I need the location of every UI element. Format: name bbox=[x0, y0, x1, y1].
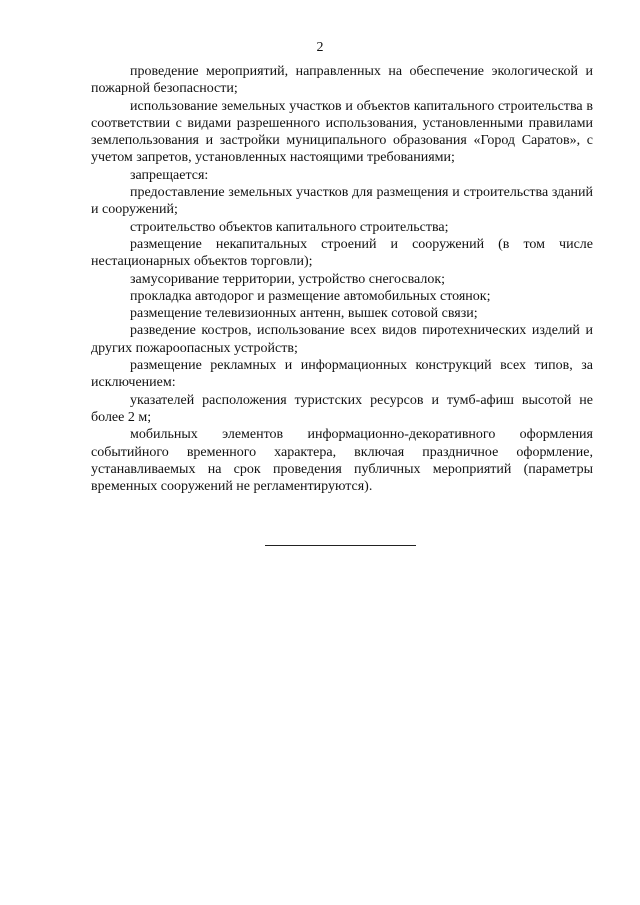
paragraph-noncapital-structures: размещение некапитальных строений и сооружений (в том числе нестационарных объектов торговли); bbox=[91, 236, 593, 270]
paragraph-capital-construction: строительство объектов капитального строительства; bbox=[130, 219, 449, 235]
paragraph-roads-parking: прокладка автодорог и размещение автомобильных стоянок; bbox=[130, 288, 491, 304]
paragraph-ecology-fire-safety: проведение мероприятий, направленных на обеспечение экологической и пожарной безопасности; bbox=[91, 64, 593, 97]
paragraph-littering: замусоривание территории, устройство снегосвалок; bbox=[130, 271, 446, 287]
end-of-document-rule bbox=[265, 545, 416, 546]
paragraph-land-use: использование земельных участков и объектов капитального строительства в соответствии с видами разрешенного использования, установленными правилами землепользования и застройки муниципального образования «Город Саратов», с учетом запретов, установленных настоящими требованиями; bbox=[91, 98, 593, 166]
paragraph-advertising: размещение рекламных и информационных конструкций всех типов, за исключением: bbox=[91, 358, 593, 391]
paragraph-antennas-towers: размещение телевизионных антенн, вышек сотовой связи; bbox=[130, 306, 478, 322]
document-body bbox=[91, 63, 593, 495]
paragraph-mobile-decor: мобильных элементов информационно-декоративного оформления событийного временного характера, включая праздничное оформление, устанавливаемых на срок проведения публичных мероприятий (параметры временных сооружений не регламентируются). bbox=[91, 427, 593, 495]
paragraph-prohibited-heading: запрещается: bbox=[130, 167, 209, 183]
paragraph-land-provision: предоставление земельных участков для размещения и строительства зданий и сооружений; bbox=[91, 185, 593, 218]
paragraph-tourist-signs: указателей расположения туристских ресурсов и тумб-афиш высотой не более 2 м; bbox=[91, 392, 593, 425]
page-number: 2 bbox=[316, 40, 324, 55]
paragraph-fires-pyrotechnics: разведение костров, использование всех видов пиротехнических изделий и других пожароопасных устройств; bbox=[91, 323, 593, 356]
